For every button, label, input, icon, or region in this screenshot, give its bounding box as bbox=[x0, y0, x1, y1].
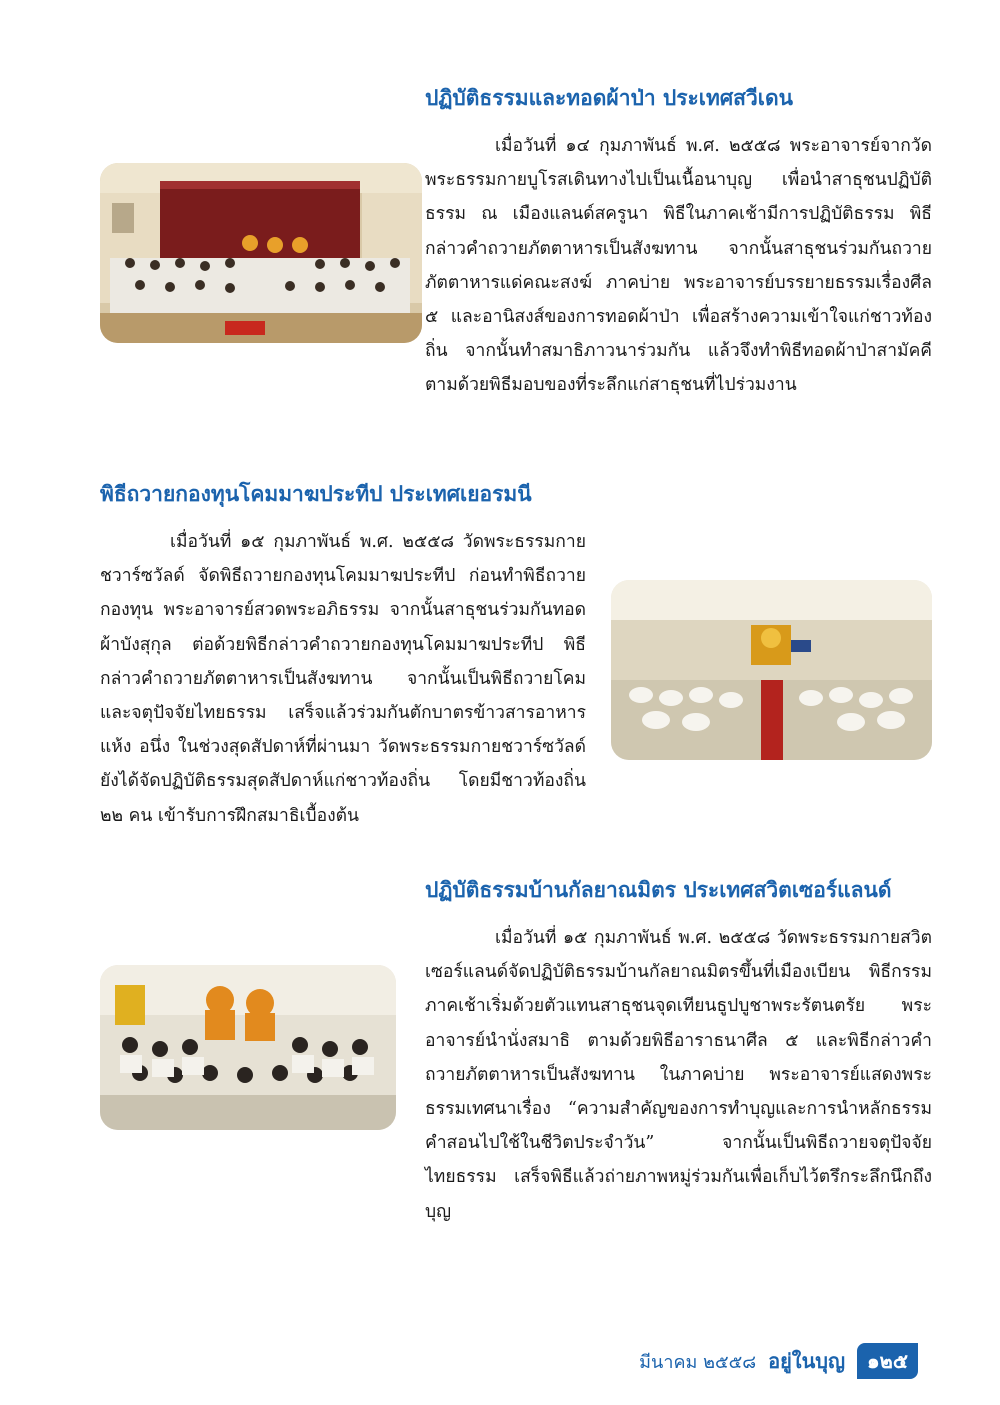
photo-germany-hall bbox=[611, 580, 932, 760]
photo-sweden-image bbox=[100, 163, 422, 343]
article-sweden-title: ปฏิบัติธรรมและทอดผ้าป่า ประเทศสวีเดน bbox=[425, 86, 793, 110]
article-germany bbox=[100, 478, 586, 833]
photo-germany-image bbox=[611, 580, 932, 760]
photo-switzerland-image bbox=[100, 965, 396, 1130]
page-footer bbox=[639, 1345, 918, 1377]
footer-magazine-name: อยู่ในบุญ bbox=[768, 1349, 845, 1373]
photo-switzerland-group bbox=[100, 965, 396, 1130]
article-sweden bbox=[425, 82, 932, 403]
article-switzerland-body: เมื่อวันที่ ๑๕ กุมภาพันธ์ พ.ศ. ๒๕๕๘ วัดพระธรรมกายสวิตเซอร์แลนด์จัดปฏิบัติธรรมบ้านกัลยาณมิตรขึ้นที่เมืองเบียน พิธีกรรมภาคเช้าเริ่มด้วยตัวแทนสาธุชนจุดเทียนธูปบูชาพระรัตนตรัย พระอาจารย์นำนั่งสมาธิ ตามด้วยพิธีอาราธนาศีล ๕ และพิธีกล่าวคำถวายภัตตาหารเป็นสังฆทาน ในภาคบ่าย พระอาจารย์แสดงพระธรรมเทศนาเรื่อง “ความสำคัญของการทำบุญและการนำหลักธรรมคำสอนไปใช้ในชีวิตประจำวัน” จากนั้นเป็นพิธีถวายจตุปัจจัยไทยธรรม เสร็จพิธีแล้วถ่ายภาพหมู่ร่วมกันเพื่อเก็บไว้ตรึกระลึกนึกถึงบุญ bbox=[425, 928, 932, 1222]
article-switzerland-title: ปฏิบัติธรรมบ้านกัลยาณมิตร ประเทศสวิตเซอร์แลนด์ bbox=[425, 878, 892, 902]
article-sweden-body: เมื่อวันที่ ๑๔ กุมภาพันธ์ พ.ศ. ๒๕๕๘ พระอาจารย์จากวัดพระธรรมกายบูโรสเดินทางไปเป็นเนื้อนาบุญ เพื่อนำสาธุชนปฏิบัติธรรม ณ เมืองแลนด์สครูนา พิธีในภาคเช้ามีการปฏิบัติธรรม พิธีกล่าวคำถวายภัตตาหารเป็นสังฆทาน จากนั้นสาธุชนร่วมกันถวายภัตตาหารแด่คณะสงฆ์ ภาคบ่าย พระอาจารย์บรรยายธรรมเรื่องศีล ๕ และอานิสงส์ของการทอดผ้าป่า เพื่อสร้างความเข้าใจแก่ชาวท้องถิ่น จากนั้นทำสมาธิภาวนาร่วมกัน แล้วจึงทำพิธีทอดผ้าป่าสามัคคี ตามด้วยพิธีมอบของที่ระลึกแก่สาธุชนที่ไปร่วมงาน bbox=[425, 136, 932, 396]
article-germany-title: พิธีถวายกองทุนโคมมาฆประทีป ประเทศเยอรมนี bbox=[100, 482, 532, 506]
photo-sweden-group bbox=[100, 163, 422, 343]
article-germany-body: เมื่อวันที่ ๑๕ กุมภาพันธ์ พ.ศ. ๒๕๕๘ วัดพระธรรมกายชวาร์ซวัลด์ จัดพิธีถวายกองทุนโคมมาฆประทีป ก่อนทำพิธีถวายกองทุน พระอาจารย์สวดพระอภิธรรม จากนั้นสาธุชนร่วมกันทอดผ้าบังสุกุล ต่อด้วยพิธีกล่าวคำถวายกองทุนโคมมาฆประทีป พิธีกล่าวคำถวายภัตตาหารเป็นสังฆทาน จากนั้นเป็นพิธีถวายโคมและจตุปัจจัยไทยธรรม เสร็จแล้วร่วมกันตักบาตรข้าวสารอาหารแห้ง อนึ่ง ในช่วงสุดสัปดาห์ที่ผ่านมา วัดพระธรรมกายชวาร์ซวัลด์ยังได้จัดปฏิบัติธรรมสุดสัปดาห์แก่ชาวท้องถิ่น โดยมีชาวท้องถิ่น ๒๒ คน เข้ารับการฝึกสมาธิเบื้องต้น bbox=[100, 532, 586, 826]
article-switzerland bbox=[425, 874, 932, 1229]
footer-page-number: ๑๒๕ bbox=[857, 1343, 918, 1379]
footer-issue-date: มีนาคม ๒๕๕๘ bbox=[639, 1351, 757, 1373]
